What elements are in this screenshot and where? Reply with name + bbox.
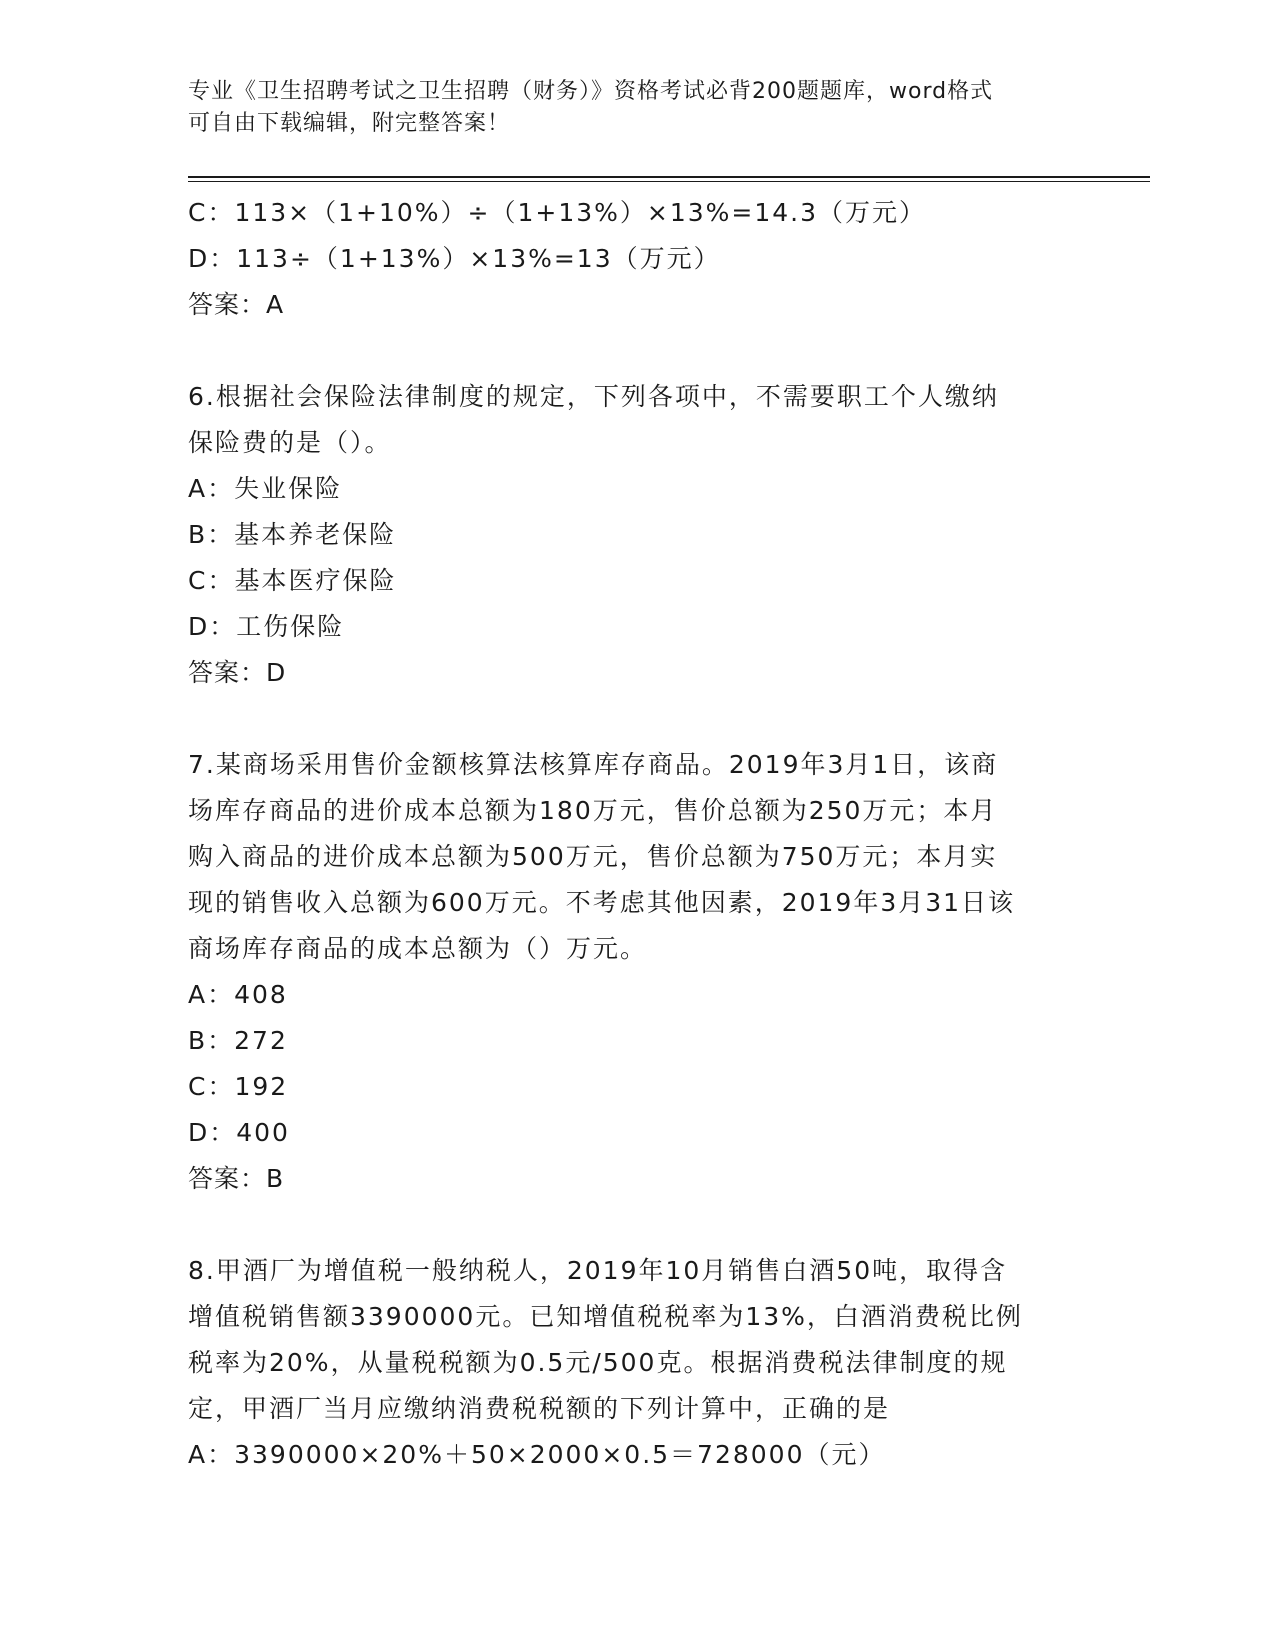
spacer — [188, 1202, 1088, 1248]
spacer — [188, 328, 1088, 374]
question-text-line: 保险费的是（）。 — [188, 428, 392, 457]
option-c: C：基本医疗保险 — [188, 566, 397, 595]
question-text-line: 定，甲酒厂当月应缴纳消费税税额的下列计算中，正确的是 — [188, 1394, 891, 1423]
question-text-line: 增值税销售额3390000元。已知增值税税率为13%，白酒消费税比例 — [188, 1302, 1023, 1331]
question-7 — [188, 742, 1088, 1202]
question-8 — [188, 1248, 1088, 1478]
question-text-line: 场库存商品的进价成本总额为180万元，售价总额为250万元；本月 — [188, 796, 998, 825]
question-text-line: 6.根据社会保险法律制度的规定，下列各项中，不需要职工个人缴纳 — [188, 382, 999, 411]
answer: 答案：A — [188, 290, 285, 319]
question-6 — [188, 374, 1088, 696]
option-b: B：272 — [188, 1026, 288, 1055]
answer: 答案：D — [188, 658, 287, 687]
option-d: D：113÷（1+13%）×13%=13（万元） — [188, 244, 721, 273]
question-text — [188, 742, 1088, 972]
header-divider-thin — [188, 181, 1150, 182]
header-divider — [188, 176, 1150, 178]
question-text-line: 税率为20%，从量税税额为0.5元/500克。根据消费税法律制度的规 — [188, 1348, 1008, 1377]
question-text — [188, 374, 1088, 466]
option-c: C：113×（1+10%）÷（1+13%）×13%=14.3（万元） — [188, 198, 927, 227]
option-d: D：工伤保险 — [188, 612, 345, 641]
spacer — [188, 696, 1088, 742]
question-text-line: 8.甲酒厂为增值税一般纳税人，2019年10月销售白酒50吨，取得含 — [188, 1256, 1008, 1285]
option-a: A：408 — [188, 980, 288, 1009]
question-5-tail — [188, 190, 1088, 328]
question-text-line: 现的销售收入总额为600万元。不考虑其他因素，2019年3月31日该 — [188, 888, 1016, 917]
option-a: A：失业保险 — [188, 474, 343, 503]
question-text-line: 购入商品的进价成本总额为500万元，售价总额为750万元；本月实 — [188, 842, 998, 871]
question-text-line: 7.某商场采用售价金额核算法核算库存商品。2019年3月1日，该商 — [188, 750, 999, 779]
option-d: D：400 — [188, 1118, 290, 1147]
option-a: A：3390000×20%＋50×2000×0.5＝728000（元） — [188, 1440, 886, 1469]
header-title-line-2: 可自由下载编辑，附完整答案！ — [188, 111, 511, 136]
answer: 答案：B — [188, 1164, 285, 1193]
option-b: B：基本养老保险 — [188, 520, 397, 549]
document-header — [188, 76, 1088, 140]
question-text — [188, 1248, 1088, 1432]
option-c: C：192 — [188, 1072, 289, 1101]
header-title-line-1: 专业《卫生招聘考试之卫生招聘（财务）》资格考试必背200题题库，word格式 — [188, 79, 994, 104]
question-text-line: 商场库存商品的成本总额为（）万元。 — [188, 934, 648, 963]
document-body — [188, 190, 1088, 1478]
